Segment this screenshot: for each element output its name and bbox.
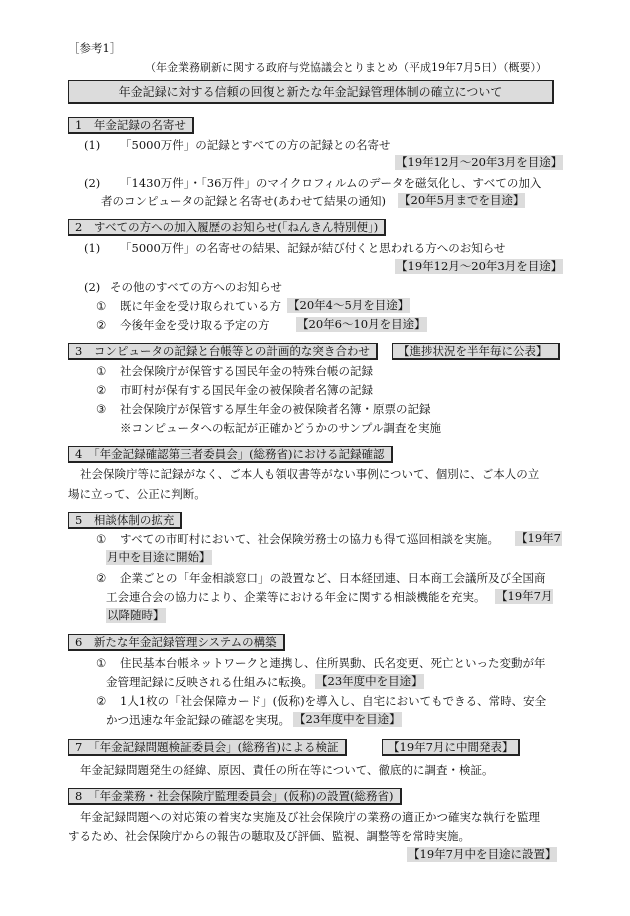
s6-item2-line1: 1人1枚の「社会保障カード」(仮称)を導入し、自宅においてもできる、常時、安全 xyxy=(120,694,547,708)
s6-item2-tag: 【23年度中を目途】 xyxy=(294,712,401,726)
s1-item2-schedule-tag: 【20年5月までを目途】 xyxy=(399,193,525,207)
s1-item2-num: (2) xyxy=(84,176,101,190)
s2-sub2-text: 今後年金を受け取る予定の方 xyxy=(120,318,270,332)
section-3-header xyxy=(68,343,378,360)
s5-item2-num: ② xyxy=(96,571,107,585)
s3-item1-num: ① xyxy=(96,364,107,378)
s7-interim-text: 【19年7月に中間発表】 xyxy=(388,740,514,754)
s4-body-line2: 場に立って、公正に判断。 xyxy=(68,487,206,501)
s1-item2-line2: 者のコンピュータの記録と名寄せ(あわせて結果の通知) xyxy=(101,194,386,208)
section-6-header xyxy=(68,634,285,651)
section-1-title: 1 年金記録の名寄せ xyxy=(75,118,186,132)
s3-progress-tag xyxy=(392,343,560,360)
s5-item1-tag-part2: 月中を目途に開始】 xyxy=(107,550,211,564)
s3-item3-num: ③ xyxy=(96,402,107,416)
s3-item3-text: 社会保険庁が保管する厚生年金の被保険者名簿・原票の記録 xyxy=(120,402,431,416)
s3-item2-text: 市町村が保有する国民年金の被保険者名簿の記録 xyxy=(120,383,373,397)
s2-sub1-text: 既に年金を受け取られている方 xyxy=(120,299,281,313)
s6-item1-line1: 住民基本台帳ネットワークと連携し、住所異動、氏名変更、死亡といった変動が年 xyxy=(120,656,546,670)
reference-label: ［参考1］ xyxy=(68,41,122,55)
section-2-title: 2 すべての方への加入履歴のお知らせ(「ねんきん特別便」) xyxy=(75,220,379,234)
s6-item2-line2: かつ迅速な年金記録の確認を実現。 xyxy=(106,713,290,727)
s6-item1-line2: 金管理記録に反映される仕組みに転換。 xyxy=(106,675,313,689)
section-5-header xyxy=(68,512,182,529)
s8-body-line1: 年金記録問題への対応策の着実な実施及び社会保険庁の業務の適正かつ確実な執行を監理 xyxy=(80,810,540,824)
s5-item2-line2: 工会連合会の協力により、企業等における年金に関する相談機能を充実。 xyxy=(106,590,486,604)
s2-item2-num: (2) xyxy=(84,280,101,294)
s4-body-line1: 社会保険庁等に記録がなく、ご本人も領収書等がない事例について、個別に、ご本人の立 xyxy=(80,467,540,481)
s8-body-line2: するため、社会保険庁からの報告の聴取及び評価、監視、調整等を常時実施。 xyxy=(68,829,471,843)
section-7-title: 7 「年金記録問題検証委員会」(総務省)による検証 xyxy=(75,740,339,754)
section-3-title: 3 コンピュータの記録と台帳等との計画的な突き合わせ xyxy=(75,344,370,358)
s8-schedule-tag: 【19年7月中を目途に設置】 xyxy=(408,847,557,861)
s6-item1-tag: 【23年度中を目途】 xyxy=(316,674,423,688)
section-4-header xyxy=(68,446,393,463)
s3-item1-text: 社会保険庁が保管する国民年金の特殊台帳の記録 xyxy=(120,364,373,378)
s2-sub2-num: ② xyxy=(96,318,107,332)
s5-item2-tag-part1: 【19年7月 xyxy=(496,589,553,603)
s2-sub1-num: ① xyxy=(96,299,107,313)
s6-item1-num: ① xyxy=(96,656,107,670)
main-title-box xyxy=(68,80,554,104)
section-4-title: 4 「年金記録確認第三者委員会」(総務省)における記録確認 xyxy=(75,447,385,461)
s5-item2-tag-part2: 以降随時】 xyxy=(107,608,165,622)
s3-item2-num: ② xyxy=(96,383,107,397)
section-8-title: 8 「年金業務・社会保険庁監理委員会」(仮称)の設置(総務省) xyxy=(75,789,394,803)
s2-item2-text: その他のすべての方へのお知らせ xyxy=(110,280,282,294)
s1-item1-text: 「5000万件」の記録とすべての方の記録との名寄せ xyxy=(120,138,391,152)
section-7-header xyxy=(68,739,347,756)
s2-item1-num: (1) xyxy=(84,241,101,255)
s5-item1-line1: すべての市町村において、社会保険労務士の協力も得て巡回相談を実施。 xyxy=(120,532,500,546)
s5-item1-tag-part1: 【19年7 xyxy=(516,531,561,545)
section-5-title: 5 相談体制の拡充 xyxy=(75,513,175,527)
s2-sub1-schedule-tag: 【20年4～5月を目途】 xyxy=(288,298,410,312)
s3-note: ※コンピュータへの転記が正確かどうかのサンプル調査を実施 xyxy=(120,421,441,435)
s3-progress-text: 【進捗状況を半年毎に公表】 xyxy=(398,344,548,358)
section-1-header xyxy=(68,117,194,134)
s1-item1-schedule-tag: 【19年12月～20年3月を目途】 xyxy=(396,155,563,169)
s1-item2-line1: 「1430万件」・「36万件」のマイクロフィルムのデータを磁気化し、すべての加入 xyxy=(120,176,542,190)
main-title: 年金記録に対する信頼の回復と新たな年金記録管理体制の確立について xyxy=(118,85,503,99)
s5-item1-num: ① xyxy=(96,532,107,546)
s2-item1-schedule-tag: 【19年12月～20年3月を目途】 xyxy=(396,259,563,273)
section-8-header xyxy=(68,788,402,805)
section-6-title: 6 新たな年金記録管理システムの構築 xyxy=(75,635,277,649)
s5-item2-line1: 企業ごとの「年金相談窓口」の設置など、日本経団連、日本商工会議所及び全国商 xyxy=(120,571,546,585)
s7-body: 年金記録問題発生の経緯、原因、責任の所在等について、徹底的に調査・検証。 xyxy=(80,763,494,777)
s2-item1-text: 「5000万件」の名寄せの結果、記録が結び付くと思われる方へのお知らせ xyxy=(120,241,506,255)
s2-sub2-schedule-tag: 【20年6～10月を目途】 xyxy=(297,317,426,331)
subtitle: （年金業務刷新に関する政府与党協議会とりまとめ（平成19年7月5日）（概要）） xyxy=(145,61,547,74)
s1-item1-num: (1) xyxy=(84,138,101,152)
s7-interim-tag xyxy=(382,739,520,756)
section-2-header xyxy=(68,219,386,236)
s6-item2-num: ② xyxy=(96,694,107,708)
